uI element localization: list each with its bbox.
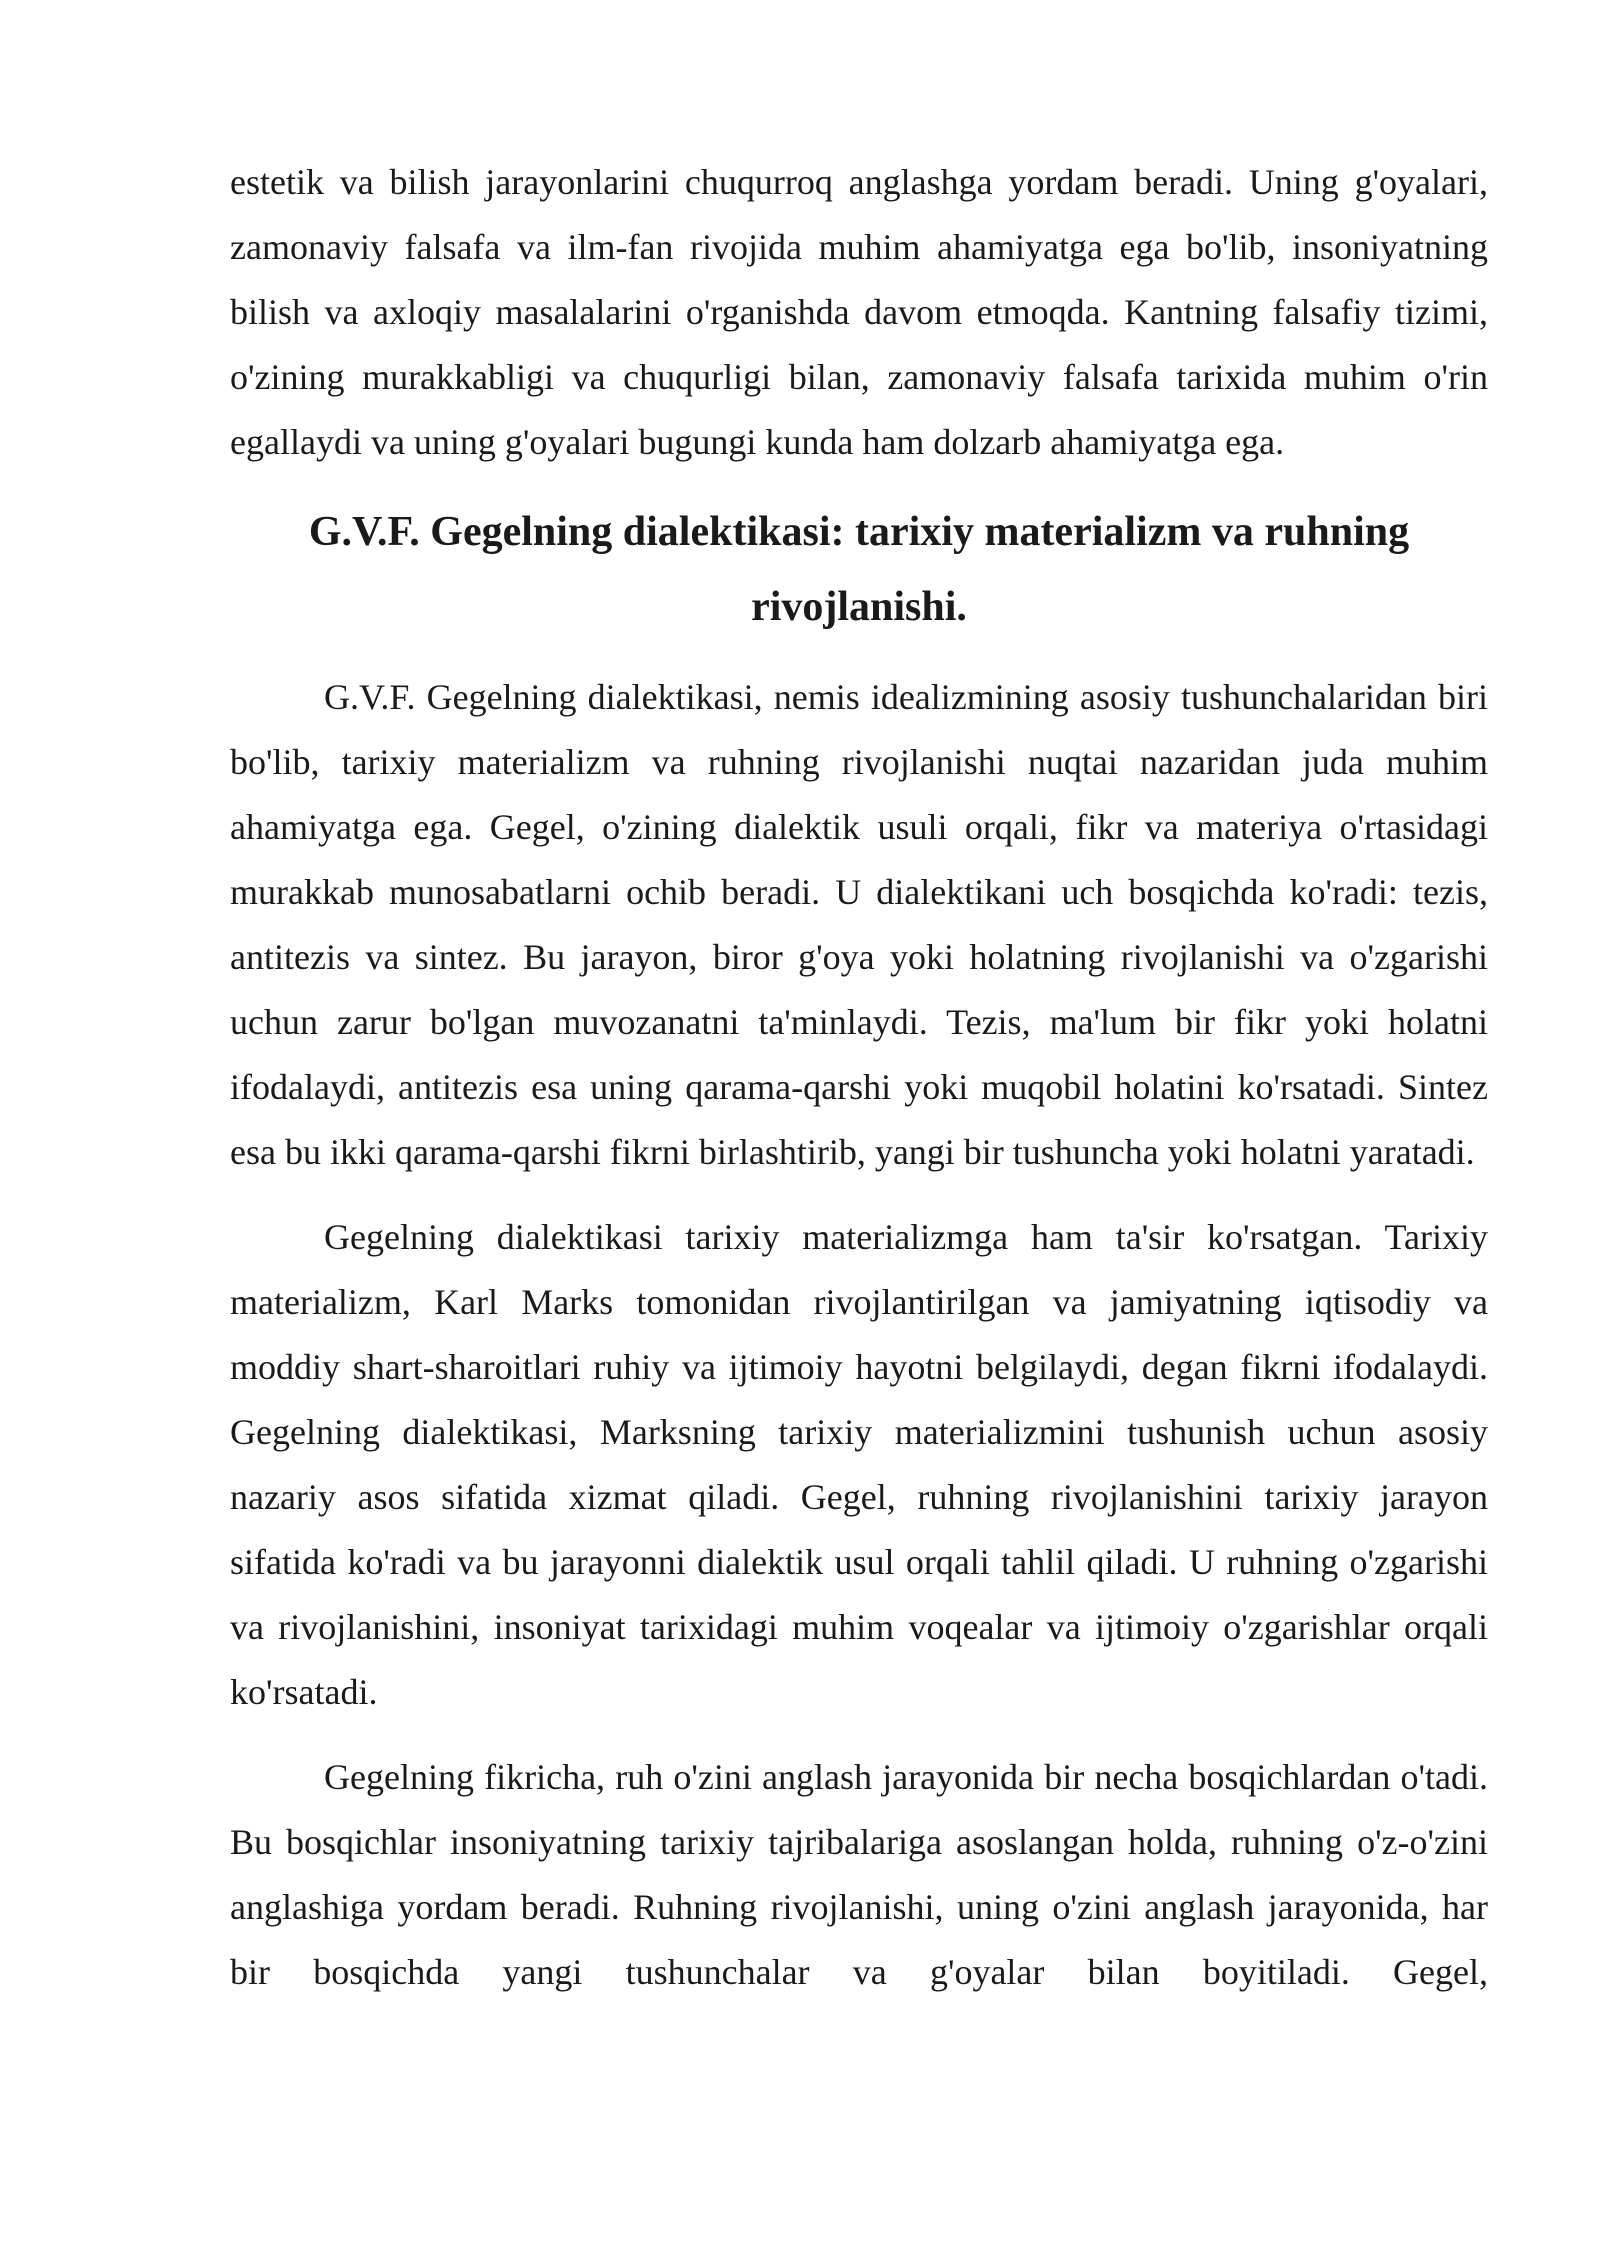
page-content <box>230 150 1488 2005</box>
paragraph-spirit-development: Gegelning fikricha, ruh o'zini anglash jarayonida bir necha bosqichlardan o'tadi. Bu bosqichlar insoniyatning tarixiy tajribalariga asoslangan holda, ruhning o'z-o'zini anglashiga yordam beradi. Ruhning rivojlanishi, uning o'zini anglash jarayonida, har bir bosqichda yangi tushunchalar va g'oyalar bilan boyitiladi. Gegel, <box>230 1757 1488 1992</box>
paragraph-continued-kant: estetik va bilish jarayonlarini chuqurroq anglashga yordam beradi. Uning g'oyalari, zamonaviy falsafa va ilm-fan rivojida muhim ahamiyatga ega bo'lib, insoniyatning bilish va axloqiy masalalarini o'rganishda davom etmoqda. Kantning falsafiy tizimi, o'zining murakkabligi va chuqurligi bilan, zamonaviy falsafa tarixida muhim o'rin egallaydi va uning g'oyalari bugungi kunda ham dolzarb ahamiyatga ega. <box>230 162 1488 462</box>
paragraph-historical-materialism: Gegelning dialektikasi tarixiy materializmga ham ta'sir ko'rsatgan. Tarixiy materializm, Karl Marks tomonidan rivojlantirilgan va jamiyatning iqtisodiy va moddiy shart-sharoitlari ruhiy va ijtimoiy hayotni belgilaydi, degan fikrni ifodalaydi. Gegelning dialektikasi, Marksning tarixiy materializmini tushunish uchun asosiy nazariy asos sifatida xizmat qiladi. Gegel, ruhning rivojlanishini tarixiy jarayon sifatida ko'radi va bu jarayonni dialektik usul orqali tahlil qiladi. U ruhning o'zgarishi va rivojlanishini, insoniyat tarixidagi muhim voqealar va ijtimoiy o'zgarishlar orqali ko'rsatadi. <box>230 1217 1488 1712</box>
section-heading: G.V.F. Gegelning dialektikasi: tarixiy materializm va ruhning rivojlanishi. <box>308 509 1410 630</box>
paragraph-dialectics-intro: G.V.F. Gegelning dialektikasi, nemis idealizmining asosiy tushunchalaridan biri bo'lib, tarixiy materializm va ruhning rivojlanishi nuqtai nazaridan juda muhim ahamiyatga ega. Gegel, o'zining dialektik usuli orqali, fikr va materiya o'rtasidagi murakkab munosabatlarni ochib beradi. U dialektikani uch bosqichda ko'radi: tezis, antitezis va sintez. Bu jarayon, biror g'oya yoki holatning rivojlanishi va o'zgarishi uchun zarur bo'lgan muvozanatni ta'minlaydi. Tezis, ma'lum bir fikr yoki holatni ifodalaydi, antitezis esa uning qarama-qarshi yoki muqobil holatini ko'rsatadi. Sintez esa bu ikki qarama-qarshi fikrni birlashtirib, yangi bir tushuncha yoki holatni yaratadi. <box>230 677 1488 1172</box>
